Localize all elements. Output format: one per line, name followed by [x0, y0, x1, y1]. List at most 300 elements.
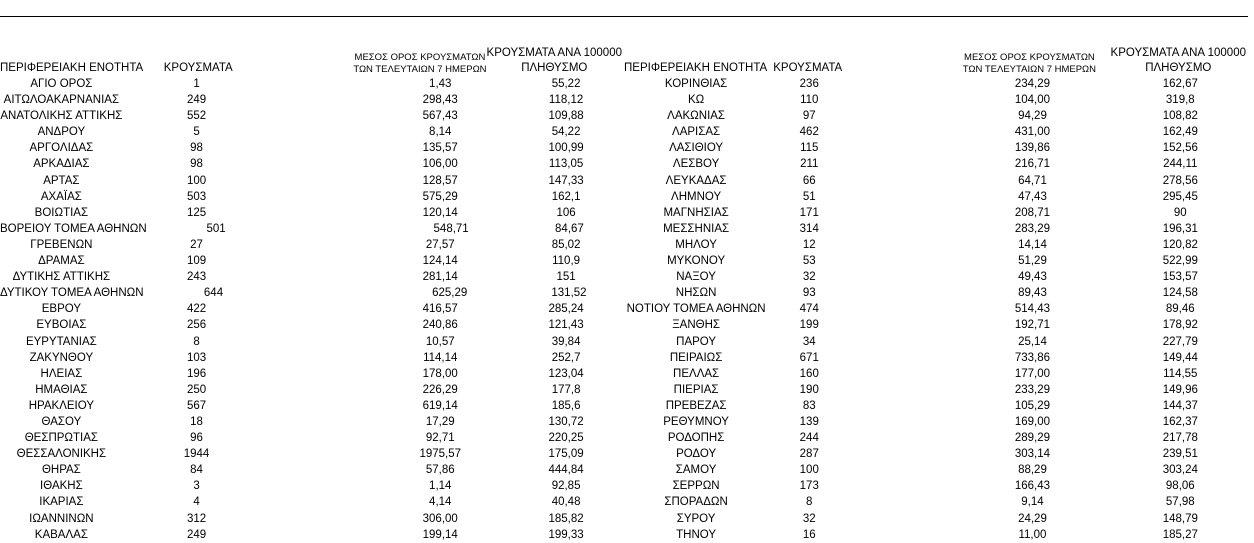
avg-cell: 57,86	[425, 464, 455, 477]
per100k-cell: 54,22	[551, 126, 581, 139]
region-cell: ΙΘΑΚΗΣ	[40, 480, 83, 493]
region-cell: ΔΥΤΙΚΗΣ ΑΤΤΙΚΗΣ	[12, 271, 111, 284]
per100k-cell: 130,72	[548, 415, 584, 428]
cases-cell: 109	[186, 255, 207, 268]
region-cell: ΗΜΑΘΙΑΣ	[35, 383, 88, 396]
avg-cell: 1975,57	[419, 448, 462, 461]
per100k-cell: 151	[556, 271, 576, 284]
avg-cell: 64,71	[1018, 174, 1047, 187]
cases-cell: 8	[806, 496, 813, 509]
avg-cell: 10,57	[425, 335, 455, 348]
per100k-cell: 118,12	[548, 94, 584, 107]
table-row	[624, 446, 1246, 462]
avg-cell: 199,14	[422, 528, 458, 541]
cases-cell: 53	[802, 255, 816, 268]
avg-cell: 178,00	[422, 367, 458, 380]
table-row	[0, 414, 622, 430]
table-row	[624, 285, 1246, 301]
avg-cell: 548,71	[433, 222, 469, 235]
avg-cell: 303,14	[1014, 448, 1051, 461]
region-cell: ΜΥΚΟΝΟΥ	[667, 255, 726, 268]
table-row	[624, 430, 1246, 446]
per100k-cell: 162,1	[551, 190, 581, 203]
cases-cell: 97	[802, 110, 816, 123]
per100k-cell: 85,02	[551, 238, 581, 251]
avg-cell: 104,00	[1014, 94, 1051, 107]
right-table-body	[624, 76, 1246, 543]
per100k-cell: 199,33	[548, 528, 584, 541]
avg-cell: 1,14	[429, 480, 452, 493]
avg-cell: 514,43	[1014, 303, 1051, 316]
per100k-cell: 152,56	[1162, 142, 1198, 155]
table-row	[624, 92, 1246, 108]
table-row	[0, 140, 622, 156]
cases-cell: 312	[186, 512, 207, 525]
region-cell: ΡΟΔΟΠΗΣ	[667, 432, 725, 445]
cases-cell: 1944	[183, 448, 210, 461]
region-cell: ΠΡΕΒΕΖΑΣ	[665, 399, 727, 412]
per100k-cell: 124,58	[1162, 287, 1198, 300]
cases-cell: 125	[186, 206, 207, 219]
per100k-cell: 178,92	[1162, 319, 1198, 332]
header-avg-line2: ΤΩΝ ΤΕΛΕΥΤΑΙΩΝ 7 ΗΜΕΡΩΝ	[353, 64, 487, 75]
region-cell: ΕΥΡΥΤΑΝΙΑΣ	[25, 335, 97, 348]
table-row	[624, 237, 1246, 253]
per100k-cell: 149,44	[1162, 351, 1198, 364]
region-cell: ΜΗΛΟΥ	[675, 238, 717, 251]
table-row	[0, 317, 622, 333]
table-row	[624, 124, 1246, 140]
per100k-cell: 89,46	[1165, 303, 1195, 316]
cases-cell: 100	[799, 464, 819, 477]
avg-cell: 306,00	[422, 512, 458, 525]
avg-cell: 619,14	[422, 399, 458, 412]
avg-cell: 216,71	[1014, 158, 1051, 171]
region-cell: ΕΥΒΟΙΑΣ	[36, 319, 87, 332]
per100k-cell: 278,56	[1162, 174, 1198, 187]
right-table	[624, 44, 1246, 543]
cases-cell: 243	[186, 271, 207, 284]
table-row	[624, 527, 1246, 543]
per100k-cell: 149,96	[1162, 383, 1198, 396]
per100k-cell: 185,6	[551, 399, 581, 412]
region-cell: ΓΡΕΒΕΝΩΝ	[30, 238, 93, 251]
per100k-cell: 108,82	[1162, 110, 1198, 123]
avg-cell: 92,71	[425, 432, 455, 445]
cases-cell: 93	[802, 287, 816, 300]
per100k-cell: 113,05	[548, 158, 584, 171]
per100k-cell: 121,43	[548, 319, 584, 332]
avg-cell: 51,29	[1018, 255, 1047, 268]
header-avg	[353, 52, 486, 76]
left-table	[0, 44, 622, 543]
avg-cell: 8,14	[429, 126, 452, 139]
cases-cell: 160	[799, 367, 819, 380]
region-cell: ΣΠΟΡΑΔΩΝ	[664, 496, 728, 509]
table-row	[0, 156, 622, 172]
avg-cell: 14,14	[1018, 238, 1047, 251]
per100k-cell: 522,99	[1162, 255, 1198, 268]
table-row	[0, 189, 622, 205]
cases-cell: 96	[190, 432, 203, 445]
per100k-cell: 162,67	[1162, 78, 1198, 90]
region-cell: ΑΙΤΩΛΟΑΚΑΡΝΑΝΙΑΣ	[3, 94, 120, 107]
avg-cell: 575,29	[422, 190, 458, 203]
table-row	[0, 173, 622, 189]
avg-cell: 120,14	[422, 206, 458, 219]
region-cell: ΔΡΑΜΑΣ	[38, 255, 85, 268]
region-cell: ΒΟΙΩΤΙΑΣ	[34, 206, 89, 219]
region-cell: ΑΧΑΪΑΣ	[40, 190, 82, 203]
region-cell: ΚΩ	[687, 94, 705, 107]
region-cell: ΜΕΣΣΗΝΙΑΣ	[663, 222, 730, 235]
table-row	[624, 253, 1246, 269]
per100k-cell: 98,06	[1165, 480, 1195, 493]
avg-cell: 27,57	[425, 238, 455, 251]
table-row	[624, 382, 1246, 398]
header-region: ΠΕΡΙΦΕΡΕΙΑΚΗ ΕΝΟΤΗΤΑ	[624, 61, 768, 74]
table-row	[0, 269, 622, 285]
cases-cell: 66	[802, 174, 816, 187]
table-row	[0, 366, 622, 382]
avg-cell: 124,14	[422, 255, 458, 268]
region-cell: ΜΑΓΝΗΣΙΑΣ	[663, 206, 729, 219]
per100k-cell: 217,78	[1162, 432, 1198, 445]
table-row	[624, 478, 1246, 494]
cases-cell: 171	[799, 206, 819, 219]
avg-cell: 177,00	[1014, 367, 1051, 380]
cases-cell: 32	[802, 271, 816, 284]
per100k-cell: 244,11	[1163, 158, 1198, 171]
header-per100k-line2: ΠΛΗΘΥΣΜΟ	[521, 62, 588, 74]
avg-cell: 9,14	[1021, 496, 1044, 509]
per100k-cell: 177,8	[551, 383, 581, 396]
table-row	[0, 430, 622, 446]
header-per100k-line2: ΠΛΗΘΥΣΜΟ	[1145, 62, 1212, 74]
region-cell: ΑΝΑΤΟΛΙΚΗΣ ΑΤΤΙΚΗΣ	[0, 110, 123, 123]
cases-cell: 51	[802, 190, 816, 203]
cases-cell: 84	[190, 464, 203, 477]
region-cell: ΑΓΙΟ ΟΡΟΣ	[30, 78, 93, 90]
cases-cell: 83	[802, 399, 816, 412]
cases-cell: 249	[186, 94, 207, 107]
avg-cell: 733,86	[1014, 351, 1051, 364]
cases-cell: 244	[799, 432, 819, 445]
per100k-cell: 90	[1173, 206, 1187, 219]
per100k-cell: 303,24	[1162, 464, 1198, 477]
avg-cell: 169,00	[1014, 415, 1051, 428]
region-cell: ΣΑΜΟΥ	[675, 464, 717, 477]
avg-cell: 49,43	[1018, 271, 1047, 284]
table-row	[624, 205, 1246, 221]
cases-cell: 462	[799, 126, 819, 139]
region-cell: ΑΡΤΑΣ	[43, 174, 80, 187]
per100k-cell: 285,24	[548, 303, 584, 316]
per100k-cell: 110,9	[552, 255, 581, 268]
avg-cell: 567,43	[422, 110, 458, 123]
cases-cell: 287	[799, 448, 819, 461]
per100k-cell: 114,55	[1163, 367, 1198, 380]
per100k-cell: 252,7	[551, 351, 581, 364]
avg-cell: 88,29	[1018, 464, 1047, 477]
region-cell: ΠΕΛΛΑΣ	[673, 367, 720, 380]
avg-cell: 431,00	[1014, 126, 1051, 139]
cases-cell: 139	[799, 415, 819, 428]
region-cell: ΠΙΕΡΙΑΣ	[673, 383, 719, 396]
per100k-cell: 57,98	[1165, 496, 1195, 509]
table-row	[0, 253, 622, 269]
table-row	[0, 124, 622, 140]
per100k-cell: 162,49	[1162, 126, 1198, 139]
per100k-cell: 153,57	[1162, 271, 1198, 284]
cases-cell: 552	[186, 110, 207, 123]
header-avg-line1: ΜΕΣΟΣ ΟΡΟΣ ΚΡΟΥΣΜΑΤΩΝ	[354, 52, 486, 63]
cases-cell: 103	[186, 351, 207, 364]
region-cell: ΙΚΑΡΙΑΣ	[39, 496, 84, 509]
avg-cell: 139,86	[1014, 142, 1051, 155]
per100k-cell: 175,09	[548, 448, 584, 461]
cases-cell: 3	[193, 480, 200, 493]
cases-cell: 199	[799, 319, 819, 332]
region-cell: ΤΗΝΟΥ	[676, 528, 717, 541]
per100k-cell: 39,84	[551, 335, 581, 348]
per100k-cell: 196,31	[1162, 222, 1198, 235]
table-row	[0, 92, 622, 108]
header-avg-line1: ΜΕΣΟΣ ΟΡΟΣ ΚΡΟΥΣΜΑΤΩΝ	[964, 52, 1095, 63]
avg-cell: 17,29	[425, 415, 455, 428]
region-cell: ΛΑΣΙΘΙΟΥ	[669, 142, 724, 155]
region-cell: ΛΑΚΩΝΙΑΣ	[667, 110, 726, 123]
avg-cell: 208,71	[1014, 206, 1051, 219]
avg-cell: 128,57	[422, 174, 458, 187]
table-row	[0, 446, 622, 462]
cases-cell: 173	[799, 480, 819, 493]
header-region: ΠΕΡΙΦΕΡΕΙΑΚΗ ΕΝΟΤΗΤΑ	[0, 61, 144, 74]
header-per100k	[487, 46, 622, 76]
cases-cell: 4	[193, 496, 200, 509]
region-cell: ΘΗΡΑΣ	[41, 464, 81, 477]
region-cell: ΠΑΡΟΥ	[676, 335, 717, 348]
table-row	[0, 205, 622, 221]
avg-cell: 106,00	[422, 158, 458, 171]
table-row	[0, 285, 622, 301]
table-row	[0, 237, 622, 253]
region-cell: ΖΑΚΥΝΘΟΥ	[29, 351, 94, 364]
table-row	[624, 350, 1246, 366]
avg-cell: 289,29	[1014, 432, 1051, 445]
per100k-cell: 120,82	[1162, 238, 1198, 251]
region-cell: ΑΡΚΑΔΙΑΣ	[33, 158, 90, 171]
header-cases: ΚΡΟΥΣΜΑΤΑ	[773, 61, 843, 74]
per100k-cell: 131,52	[551, 287, 587, 300]
per100k-cell: 92,85	[551, 480, 581, 493]
table-row	[624, 317, 1246, 333]
cases-cell: 196	[186, 367, 207, 380]
table-row	[0, 334, 622, 350]
avg-cell: 105,29	[1014, 399, 1051, 412]
per100k-cell: 444,84	[548, 464, 584, 477]
header-per100k	[1111, 46, 1246, 76]
per100k-cell: 109,88	[548, 110, 584, 123]
region-cell: ΛΕΣΒΟΥ	[672, 158, 720, 171]
cases-cell: 98	[190, 142, 203, 155]
avg-cell: 25,14	[1018, 335, 1047, 348]
avg-cell: 233,29	[1014, 383, 1051, 396]
header-per100k-line1: ΚΡΟΥΣΜΑΤΑ ΑΝΑ 100000	[486, 47, 622, 59]
cases-cell: 34	[802, 335, 816, 348]
table-row	[624, 494, 1246, 510]
table-row	[624, 301, 1246, 317]
cases-cell: 32	[802, 512, 816, 525]
cases-cell: 100	[186, 174, 207, 187]
per100k-cell: 227,79	[1162, 335, 1198, 348]
header-avg	[948, 52, 1110, 76]
region-cell: ΚΟΡΙΝΘΙΑΣ	[664, 78, 728, 90]
avg-cell: 24,29	[1018, 512, 1047, 525]
region-cell: ΣΕΡΡΩΝ	[672, 480, 720, 493]
per100k-cell: 185,82	[548, 512, 584, 525]
per100k-cell: 100,99	[548, 142, 584, 155]
cases-cell: 27	[190, 238, 203, 251]
table-row	[0, 301, 622, 317]
cases-cell: 474	[799, 303, 819, 316]
region-cell: ΙΩΑΝΝΙΝΩΝ	[29, 512, 94, 525]
cases-cell: 98	[190, 158, 203, 171]
cases-cell: 236	[799, 78, 819, 90]
cases-cell: 18	[190, 415, 203, 428]
left-table-body	[0, 76, 622, 543]
header-avg-line2: ΤΩΝ ΤΕΛΕΥΤΑΙΩΝ 7 ΗΜΕΡΩΝ	[962, 64, 1097, 75]
region-cell: ΠΕΙΡΑΙΩΣ	[669, 351, 723, 364]
table-row	[0, 350, 622, 366]
per100k-cell: 106	[556, 206, 576, 219]
table-row	[0, 478, 622, 494]
cases-cell: 5	[193, 126, 200, 139]
per100k-cell: 220,25	[548, 432, 584, 445]
cases-cell: 314	[799, 222, 819, 235]
table-row	[624, 108, 1246, 124]
avg-cell: 283,29	[1014, 222, 1051, 235]
top-rule	[0, 16, 1248, 17]
table-row	[0, 527, 622, 543]
per100k-cell: 147,33	[548, 174, 584, 187]
table-row	[0, 398, 622, 414]
per100k-cell: 162,37	[1162, 415, 1198, 428]
left-header-row	[0, 44, 622, 76]
table-row	[0, 108, 622, 124]
avg-cell: 625,29	[432, 287, 468, 300]
table-row	[624, 140, 1246, 156]
table-row	[624, 269, 1246, 285]
region-cell: ΝΗΣΩΝ	[675, 287, 717, 300]
cases-cell: 422	[186, 303, 207, 316]
avg-cell: 234,29	[1014, 78, 1051, 90]
per100k-cell: 239,51	[1162, 448, 1198, 461]
avg-cell: 47,43	[1018, 190, 1047, 203]
avg-cell: 4,14	[429, 496, 452, 509]
cases-cell: 8	[193, 335, 200, 348]
cases-cell: 567	[186, 399, 207, 412]
region-cell: ΑΡΓΟΛΙΔΑΣ	[29, 142, 94, 155]
region-cell: ΘΕΣΣΑΛΟΝΙΚΗΣ	[16, 448, 107, 461]
table-row	[624, 398, 1246, 414]
table-row	[624, 511, 1246, 527]
cases-cell: 249	[186, 528, 207, 541]
table-row	[0, 511, 622, 527]
cases-cell: 256	[186, 319, 207, 332]
cases-cell: 501	[206, 222, 226, 235]
header-per100k-line1: ΚΡΟΥΣΜΑΤΑ ΑΝΑ 100000	[1110, 47, 1246, 59]
region-cell: ΡΕΘΥΜΝΟΥ	[663, 415, 729, 428]
per100k-cell: 123,04	[548, 367, 584, 380]
cases-cell: 16	[802, 528, 816, 541]
region-cell: ΒΟΡΕΙΟΥ ΤΟΜΕΑ ΑΘΗΝΩΝ	[0, 222, 147, 235]
region-cell: ΕΒΡΟΥ	[41, 303, 81, 316]
cases-cell: 671	[799, 351, 819, 364]
table-row	[624, 173, 1246, 189]
per100k-cell: 40,48	[551, 496, 581, 509]
region-cell: ΘΑΣΟΥ	[41, 415, 82, 428]
per100k-cell: 185,27	[1162, 528, 1198, 541]
region-cell: ΝΑΞΟΥ	[676, 271, 716, 284]
avg-cell: 1,43	[429, 78, 452, 90]
per100k-cell: 148,79	[1162, 512, 1198, 525]
region-cell: ΛΑΡΙΣΑΣ	[672, 126, 721, 139]
table-row	[624, 366, 1246, 382]
table-row	[0, 462, 622, 478]
avg-cell: 166,43	[1014, 480, 1051, 493]
region-cell: ΚΑΒΑΛΑΣ	[34, 528, 88, 541]
avg-cell: 89,43	[1018, 287, 1047, 300]
cases-cell: 250	[186, 383, 207, 396]
avg-cell: 240,86	[422, 319, 458, 332]
region-cell: ΝΟΤΙΟΥ ΤΟΜΕΑ ΑΘΗΝΩΝ	[626, 303, 766, 316]
right-header-row	[624, 44, 1246, 76]
region-cell: ΘΕΣΠΡΩΤΙΑΣ	[24, 432, 99, 445]
region-cell: ΛΗΜΝΟΥ	[671, 190, 722, 203]
table-row	[624, 76, 1246, 92]
cases-cell: 110	[800, 94, 819, 107]
avg-cell: 298,43	[422, 94, 458, 107]
region-cell: ΔΥΤΙΚΟΥ ΤΟΜΕΑ ΑΘΗΝΩΝ	[0, 287, 144, 300]
table-row	[624, 462, 1246, 478]
avg-cell: 114,14	[423, 351, 458, 364]
cases-cell: 115	[800, 142, 819, 155]
avg-cell: 135,57	[422, 142, 458, 155]
region-cell: ΡΟΔΟΥ	[676, 448, 717, 461]
table-row	[624, 334, 1246, 350]
header-cases: ΚΡΟΥΣΜΑΤΑ	[163, 61, 233, 74]
region-cell: ΑΝΔΡΟΥ	[37, 126, 86, 139]
region-cell: ΛΕΥΚΑΔΑΣ	[665, 174, 727, 187]
per100k-cell: 55,22	[551, 78, 581, 90]
region-cell: ΗΛΕΙΑΣ	[40, 367, 83, 380]
avg-cell: 416,57	[422, 303, 458, 316]
per100k-cell: 295,45	[1162, 190, 1198, 203]
cases-cell: 644	[203, 287, 224, 300]
cases-cell: 12	[802, 238, 816, 251]
per100k-cell: 144,37	[1162, 399, 1198, 412]
avg-cell: 94,29	[1018, 110, 1047, 123]
table-row	[0, 221, 622, 237]
table-row	[0, 494, 622, 510]
region-cell: ΗΡΑΚΛΕΙΟΥ	[28, 399, 94, 412]
per100k-cell: 84,67	[555, 222, 584, 235]
table-row	[0, 382, 622, 398]
avg-cell: 226,29	[422, 383, 458, 396]
table-row	[624, 156, 1246, 172]
cases-cell: 211	[800, 158, 819, 171]
